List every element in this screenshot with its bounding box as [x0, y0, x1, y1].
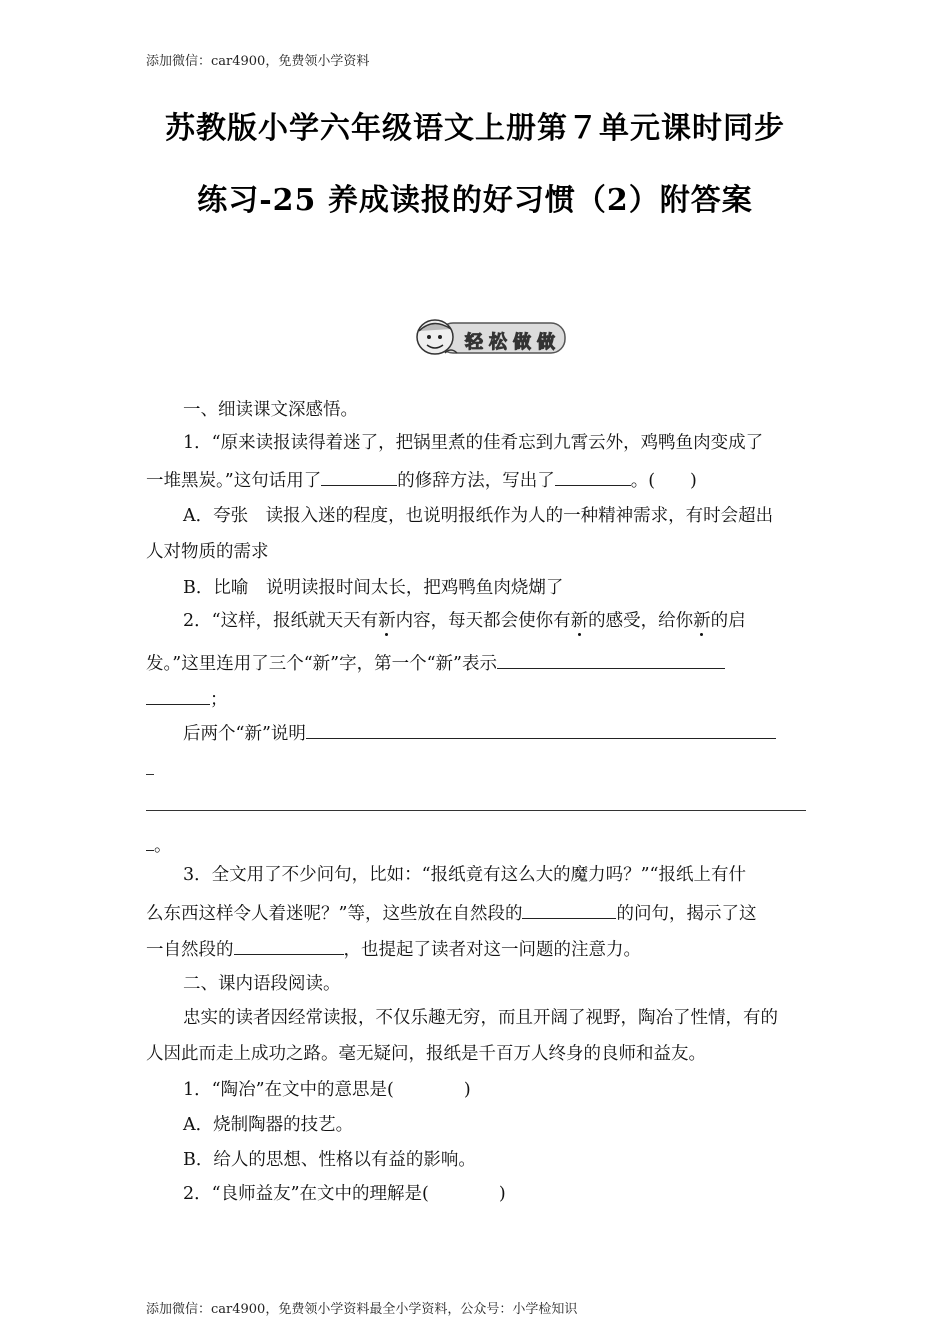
answer-blank[interactable] — [234, 936, 344, 955]
q3-line-3: 一自然段的 ，也提起了读者对这一问题的注意力。 — [146, 936, 641, 962]
q1-line-1: 1．“原来读报读得着迷了，把锅里煮的佳肴忘到九霄云外，鸡鸭鱼肉变成了 — [183, 433, 764, 453]
q1-option-a-line-2: 人对物质的需求 — [146, 542, 269, 562]
answer-blank[interactable] — [146, 832, 154, 851]
q1-option-a-line-1: A．夸张 读报入迷的程度，也说明报纸作为人的一种精神需求，有时会超出 — [183, 506, 774, 526]
answer-blank[interactable] — [146, 810, 806, 811]
answer-blank[interactable] — [497, 650, 725, 669]
passage-line-1: 忠实的读者因经常读报，不仅乐趣无穷，而且开阔了视野，陶冶了性情，有的 — [183, 1008, 778, 1028]
page-title-line-2: 练习-25 养成读报的好习惯（2）附答案 — [197, 183, 753, 218]
answer-blank[interactable] — [555, 467, 631, 486]
q2-line-1: 2．“这样，报纸就天天有新内容，每天都会使你有新的感受，给你新的启 — [183, 611, 746, 631]
q1-option-b: B．比喻 说明读报时间太长，把鸡鸭鱼肉烧煳了 — [183, 578, 564, 598]
s2-q1: 1．“陶冶”在文中的意思是( ) — [183, 1080, 471, 1100]
q1-line-2: 一堆黑炭。”这句话用了 的修辞方法，写出了 。( ) — [146, 467, 697, 493]
section1-heading: 一、细读课文深感悟。 — [183, 400, 358, 420]
badge-label: 轻松做做 — [465, 332, 561, 353]
q2-line-4: 后两个“新”说明 — [183, 720, 776, 746]
page-title-line-1: 苏教版小学六年级语文上册第７单元课时同步 — [165, 111, 785, 146]
q3-line-2: 么东西这样令人着迷呢？”等，这些放在自然段的 的问句，揭示了这 — [146, 900, 756, 926]
answer-blank[interactable] — [146, 686, 210, 705]
page-footer-note: 添加微信：car4900，免费领小学资料最全小学资料，公众号：小学检知识 — [146, 1302, 578, 1317]
section-badge — [411, 315, 569, 357]
answer-blank[interactable] — [522, 900, 616, 919]
answer-blank[interactable] — [306, 720, 776, 739]
q2-line-2: 发。”这里连用了三个“新”字，第一个“新”表示 — [146, 650, 725, 676]
answer-blank[interactable] — [146, 774, 154, 775]
answer-blank[interactable] — [321, 467, 397, 486]
s2-q2: 2．“良师益友”在文中的理解是( ) — [183, 1184, 506, 1204]
q2-line-end: 。 — [146, 832, 172, 858]
passage-line-2: 人因此而走上成功之路。毫无疑问，报纸是千百万人终身的良师和益友。 — [146, 1044, 706, 1064]
q3-line-1: 3．全文用了不少问句，比如：“报纸竟有这么大的魔力吗？”“报纸上有什 — [183, 865, 746, 885]
s2-q1-option-b: B．给人的思想、性格以有益的影响。 — [183, 1150, 476, 1170]
s2-q1-option-a: A．烧制陶器的技艺。 — [183, 1115, 354, 1135]
page-header-note: 添加微信：car4900，免费领小学资料 — [146, 54, 370, 69]
q2-line-3: ； — [146, 686, 228, 712]
section2-heading: 二、课内语段阅读。 — [183, 974, 341, 994]
